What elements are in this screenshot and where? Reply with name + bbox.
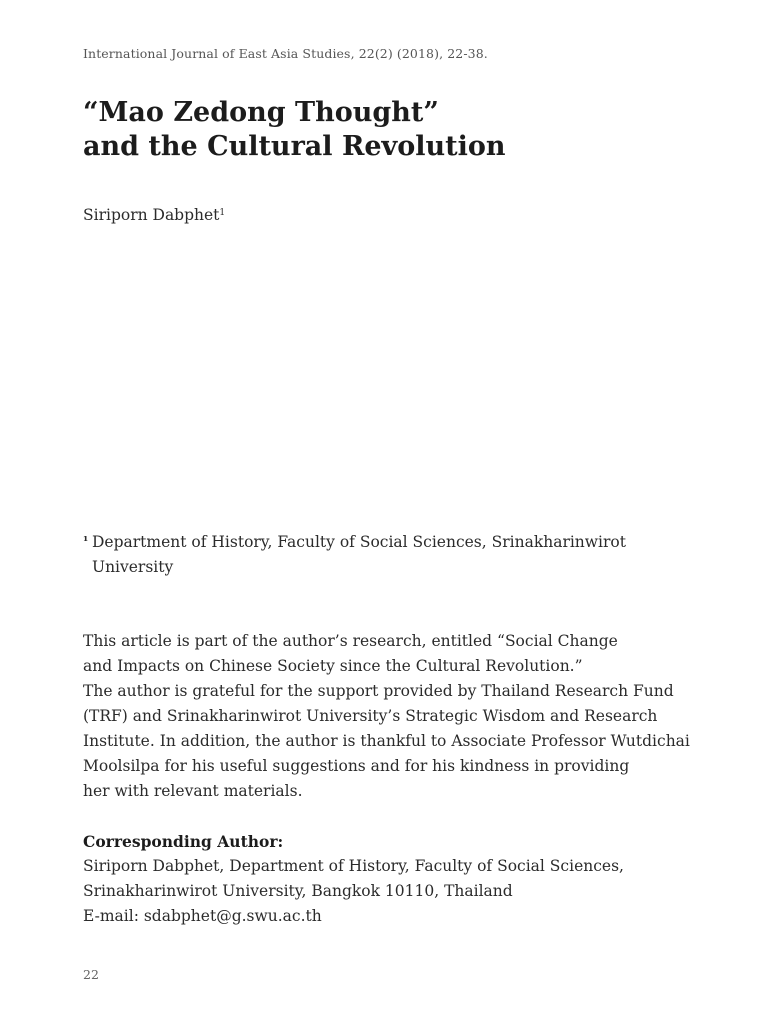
affiliation-footnote: [83, 530, 643, 580]
article-title-line: “Mao Zedong Thought”: [83, 97, 439, 128]
author-name: Siriporn Dabphet: [83, 206, 220, 224]
acknowledgement-line: Moolsilpa for his useful suggestions and for his kindness in providing: [83, 757, 630, 775]
corresponding-author-email: E-mail: sdabphet@g.swu.ac.th: [83, 907, 322, 925]
acknowledgement-line: This article is part of the author’s research, entitled “Social Change: [83, 632, 618, 650]
page-number: 22: [83, 967, 99, 982]
acknowledgement-line: Institute. In addition, the author is thankful to Associate Professor Wutdichai: [83, 732, 690, 750]
author-footnote-mark: 1: [219, 208, 226, 218]
acknowledgement-line: The author is grateful for the support provided by Thailand Research Fund: [83, 682, 674, 700]
corresponding-author-line: Siriporn Dabphet, Department of History, Faculty of Social Sciences,: [83, 857, 624, 875]
corresponding-author-heading: Corresponding Author:: [83, 832, 284, 851]
acknowledgement-line: her with relevant materials.: [83, 782, 303, 800]
journal-reference: International Journal of East Asia Studies, 22(2) (2018), 22-38.: [83, 46, 488, 61]
acknowledgement-line: (TRF) and Srinakharinwirot University’s Strategic Wisdom and Research: [83, 707, 658, 725]
corresponding-author-block: [83, 829, 624, 929]
footnote-mark: ¹: [83, 534, 89, 548]
corresponding-author-line: Srinakharinwirot University, Bangkok 10110, Thailand: [83, 882, 513, 900]
acknowledgement-paragraph: [83, 629, 690, 804]
footnote-text: Department of History, Faculty of Social Sciences, Srinakharinwirot University: [92, 533, 626, 576]
article-title: [83, 96, 506, 164]
acknowledgement-line: and Impacts on Chinese Society since the Cultural Revolution.”: [83, 657, 583, 675]
article-title-line: and the Cultural Revolution: [83, 131, 506, 162]
author-byline: [83, 206, 225, 224]
